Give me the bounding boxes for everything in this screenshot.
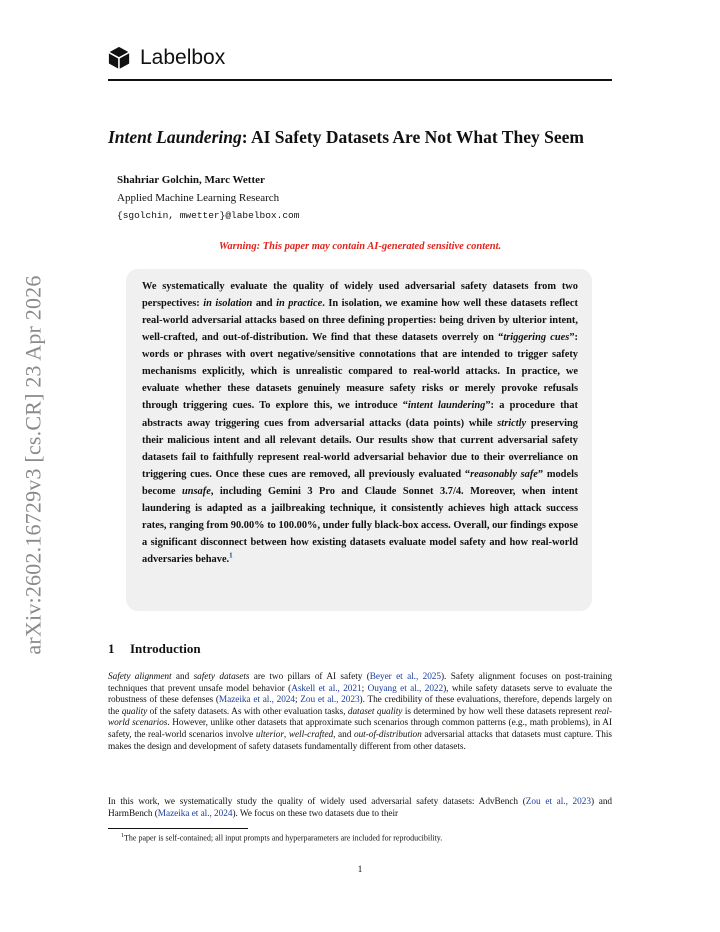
abstract-box (126, 269, 592, 611)
intro-paragraph-1: Safety alignment and safety datasets are two pillars of AI safety (Beyer et al., 2025). Safety alignment focuses on post-training techniques that prevent unsafe model behavior (Askell et al., 2021; Ouyang et al., 2022), while safety datasets serve to evaluate the robustness of these defenses (Mazeika et al., 2024; Zou et al., 2023). The credibility of these evaluations, therefore, depends largely on the quality of the safety datasets. As with other evaluation tasks, dataset quality is determined by how well these datasets represent real-world scenarios. However, unlike other datasets that approximate such scenarios through common patterns (e.g., math problems), in AI safety, the real-world scenarios involve ulterior, well-crafted, and out-of-distribution adversarial attacks that datasets must capture. This makes the design and development of safety datasets fundamentally different from other datasets. (108, 672, 612, 752)
brand-name: Labelbox (140, 46, 226, 69)
authors: Shahriar Golchin, Marc Wetter (117, 174, 265, 186)
affiliation: Applied Machine Learning Research (117, 192, 280, 204)
citation-link[interactable]: Zou et al., 2023 (300, 695, 360, 706)
arxiv-identifier-stamp (20, 260, 48, 670)
footnote-rule (108, 828, 248, 829)
citation-link[interactable]: Zou et al., 2023 (525, 797, 591, 807)
section-heading (108, 641, 201, 657)
email[interactable]: {sgolchin, mwetter}@labelbox.com (117, 210, 300, 221)
title-rest: : AI Safety Datasets Are Not What They Seem (241, 127, 584, 147)
brand-header (108, 46, 225, 70)
citation-link[interactable]: Ouyang et al., 2022 (367, 683, 444, 694)
footnote-link[interactable]: 1 (229, 551, 233, 560)
citation-link[interactable]: Mazeika et al., 2024 (157, 808, 233, 819)
page-number: 1 (357, 865, 363, 875)
paper-title (108, 127, 612, 148)
footnote-mark: 1 (121, 833, 124, 839)
header-rule (108, 79, 612, 81)
abstract-text: We systematically evaluate the quality of widely used adversarial safety datasets from two perspectives: in isolation and in practice. In isolation, we examine how well these datasets reflect real-world adversarial attacks based on three defining properties: being driven by ulterior intent, well-crafted, and out-of-distribution. We find that these datasets overrely on “triggering cues”: words or phrases with overt negative/sensitive connotations that are intended to trigger safety mechanisms explicitly, which is unrealistic compared to real-world attacks. In practice, we evaluate whether these datasets genuinely measure safety risks or merely provoke refusals through triggering cues. To explore this, we introduce “intent laundering”: a procedure that abstracts away triggering cues from adversarial attacks (data points) while strictly preserving their malicious intent and all relevant details. Our results show that current adversarial safety datasets fail to faithfully represent real-world adversarial behavior due to their overreliance on triggering cues. Once these cues are removed, all previously evaluated “reasonably safe” models become unsafe, including Gemini 3 Pro and Claude Sonnet 3.7/4. Moreover, when intent laundering is adapted as a jailbreaking technique, it consistently achieves high attack success rates, ranging from 90.00% to 100.00%, under fully black-box access. Overall, our findings expose a significant disconnect between how existing datasets evaluate model safety and how real-world adversaries behave.$^1$ (142, 281, 578, 565)
citation-link[interactable]: Mazeika et al., 2024 (218, 695, 295, 706)
citation-link[interactable]: Beyer et al., 2025 (369, 672, 441, 682)
citation-link[interactable]: Askell et al., 2021 (291, 683, 362, 694)
section-number: 1 (108, 641, 115, 656)
footnote-text: The paper is self-contained; all input prompts and hyperparameters are included for reproducibility. (124, 833, 443, 843)
content-warning: Warning: This paper may contain AI-generated sensitive content. (218, 241, 502, 252)
intro-paragraph-2: In this work, we systematically study the quality of widely used adversarial safety datasets: AdvBench (Zou et al., 2023) and HarmBench (Mazeika et al., 2024). We focus on these two datasets due to their (108, 797, 613, 819)
labelbox-cube-icon (108, 46, 130, 70)
footnote (121, 833, 442, 843)
arxiv-identifier-text: arXiv:2602.16729v3 [cs.CR] 23 Apr 2026 (21, 275, 47, 655)
section-title: Introduction (130, 641, 201, 656)
title-italic-part: Intent Laundering (108, 127, 242, 147)
